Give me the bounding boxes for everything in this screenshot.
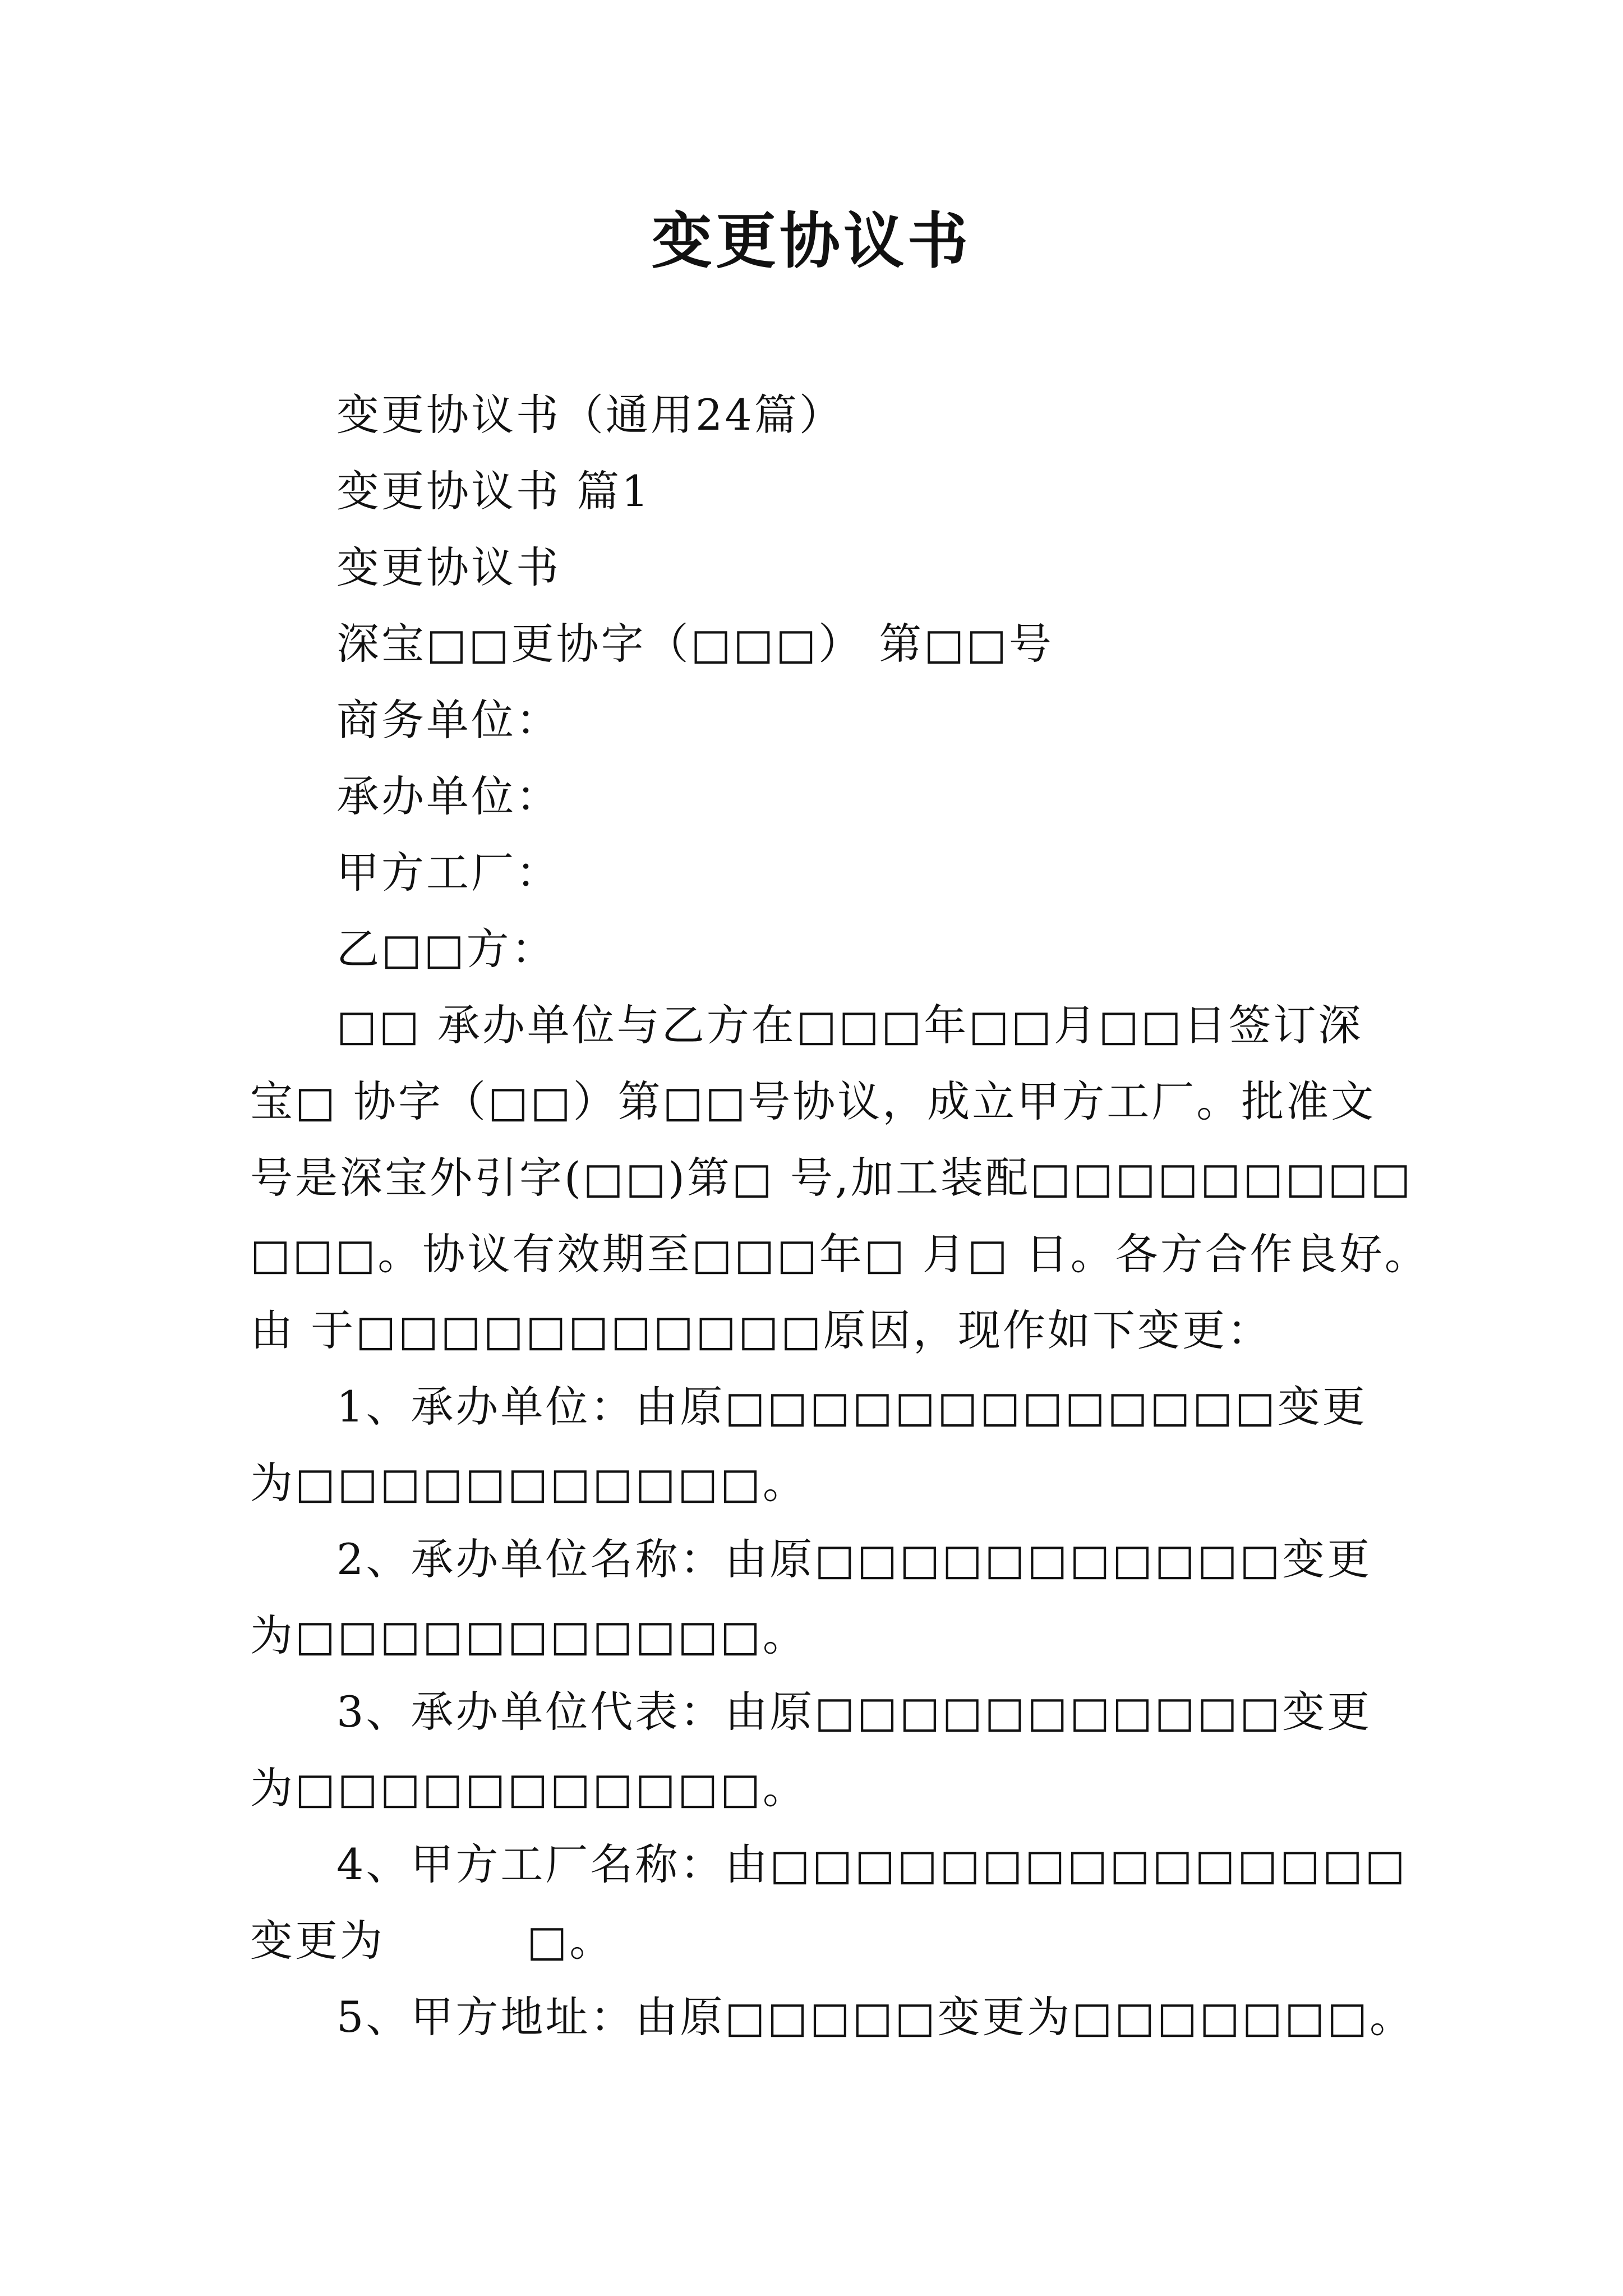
change-item-1-cont: 为□□□□□□□□□□□。 [250,1458,808,1508]
section-heading: 变更协议书 篇1 [336,466,651,516]
paragraph-line: □□ 承办单位与乙方在□□□年□□月□□日签订深 [336,1000,1363,1050]
agreement-heading: 变更协议书 [336,542,561,592]
change-item-4-cont: 变更为 □。 [250,1916,615,1966]
change-item-5: 5、甲方地址：由原□□□□□变更为□□□□□□□。 [336,1992,1415,2042]
paragraph-line: □□□。协议有效期至□□□年□ 月□ 日。各方合作良好。 [250,1229,1430,1279]
field-undertaking-unit: 承办单位： [336,771,561,821]
field-commerce-unit: 商务单位： [336,695,561,745]
field-party-a-factory: 甲方工厂： [336,848,561,898]
change-item-2-cont: 为□□□□□□□□□□□。 [250,1611,808,1660]
change-item-4: 4、甲方工厂名称：由□□□□□□□□□□□□□□□ [336,1839,1408,1889]
paragraph-line: 由 于□□□□□□□□□□□原因，现作如下变更： [250,1305,1272,1355]
subtitle-line: 变更协议书（通用24篇） [336,390,844,440]
paragraph-line: 号是深宝外引字(□□)第□ 号,加工装配□□□□□□□□□ [250,1153,1413,1203]
change-item-2: 2、承办单位名称：由原□□□□□□□□□□□变更 [336,1534,1372,1584]
document-title: 变更协议书 [651,206,971,277]
change-item-3-cont: 为□□□□□□□□□□□。 [250,1763,808,1813]
field-party-b: 乙□□方： [336,924,556,974]
change-item-1: 1、承办单位：由原□□□□□□□□□□□□□变更 [336,1382,1367,1432]
paragraph-line: 宝□ 协字（□□）第□□号协议，成立甲方工厂。批准文 [250,1076,1376,1126]
agreement-number: 深宝□□更协字（□□□） 第□□号 [336,619,1054,669]
change-item-3: 3、承办单位代表：由原□□□□□□□□□□□变更 [336,1687,1372,1737]
